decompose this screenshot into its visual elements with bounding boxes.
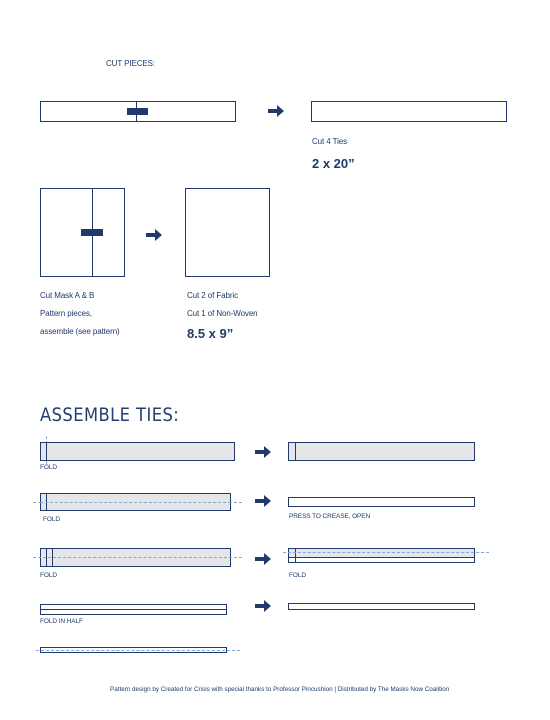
assemble-ties-title: ASSEMBLE TIES:	[40, 404, 180, 426]
step3-left-label: FOLD	[40, 572, 57, 579]
ties-caption: Cut 4 Ties	[312, 137, 348, 146]
right-arrow-icon	[254, 552, 272, 566]
fold-line	[46, 442, 47, 461]
mask-caption-line-3: assemble (see pattern)	[40, 327, 120, 336]
fold-guide-line	[283, 552, 489, 553]
mask-caption-line-2: Pattern pieces,	[40, 309, 92, 318]
tie-step1-right	[288, 442, 475, 461]
fabric-caption-line-1: Cut 2 of Fabric	[187, 291, 238, 300]
fabric-square-diagram	[185, 188, 270, 277]
step4-left-label: FOLD IN HALF	[40, 618, 83, 625]
step3-right-label: FOLD	[289, 572, 306, 579]
mask-caption-line-1: Cut Mask A & B	[40, 291, 95, 300]
tie-step4-right	[288, 603, 475, 610]
ties-size: 2 x 20”	[312, 156, 355, 171]
fabric-caption-line-2: Cut 1 of Non-Woven	[187, 309, 258, 318]
fabric-size: 8.5 x 9”	[187, 326, 234, 341]
mask-notch-mark	[81, 229, 103, 236]
right-arrow-icon	[145, 228, 163, 242]
tie-step4-left-bottom	[40, 609, 227, 615]
step1-left-label: FOLD	[40, 464, 57, 471]
folded-edge-line	[295, 548, 296, 563]
right-arrow-icon	[254, 599, 272, 613]
folded-edge-line	[295, 442, 296, 461]
stitch-guide-line	[36, 650, 240, 651]
right-arrow-icon	[254, 445, 272, 459]
crease-guide-line	[33, 557, 242, 558]
tie-notch-mark	[127, 108, 148, 115]
step2-left-label: FOLD	[43, 516, 60, 523]
cut-pieces-title: CUT PIECES:	[106, 59, 155, 68]
footer-credits: Pattern design by Created for Crisis with special thanks to Professor Pincushion | Distributed by The Masks Now Coalition	[110, 686, 450, 693]
step2-right-label: PRESS TO CREASE, OPEN	[289, 513, 371, 520]
tie-step3-right-bottom	[288, 557, 475, 563]
tie-step1-left	[40, 442, 235, 461]
crease-guide-line-inner	[40, 502, 231, 503]
tie-cut-diagram	[311, 101, 507, 122]
tie-step2-right	[288, 497, 475, 507]
right-arrow-icon	[267, 104, 285, 118]
right-arrow-icon	[254, 494, 272, 508]
